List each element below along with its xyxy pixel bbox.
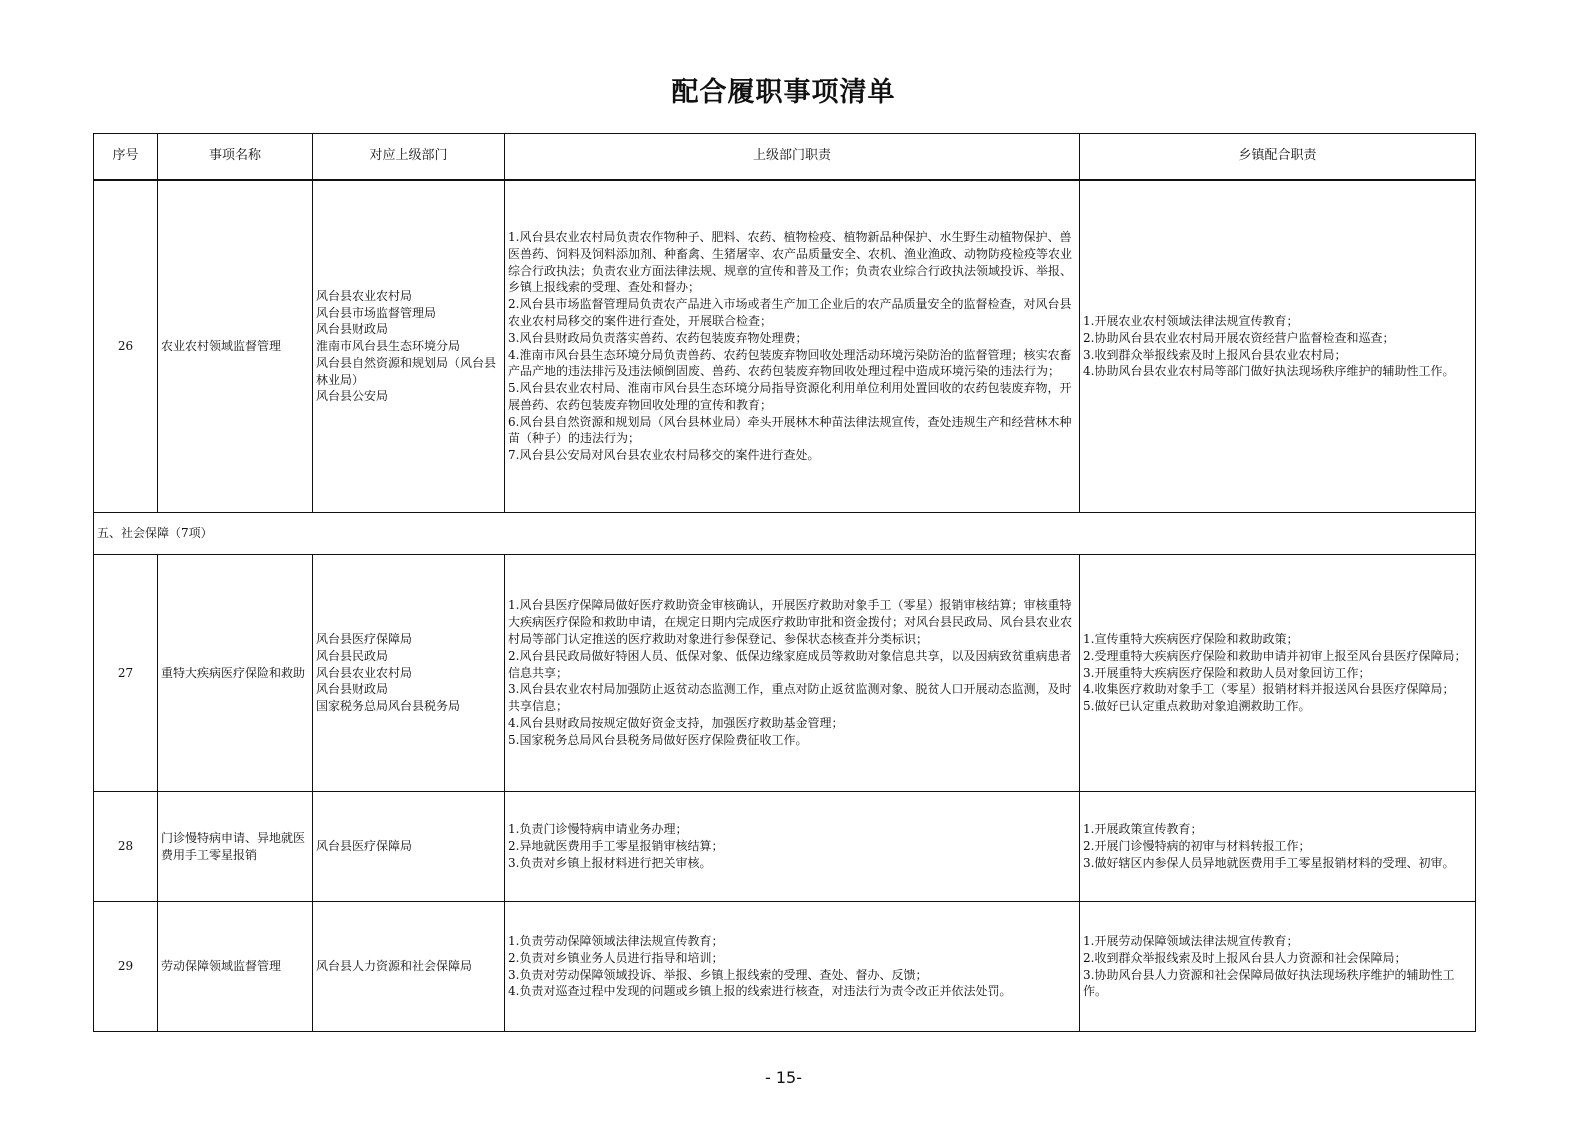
duty-item: 6.风台县自然资源和规划局（风台县林业局）牵头开展林木种苗法律法规宣传，查处违规生产和经营林木种苗（种子）的违法行为； [508, 414, 1072, 446]
duty-table [93, 133, 1476, 1032]
town-item: 1.开展农业农村领域法律法规宣传教育； [1083, 313, 1299, 328]
dept-item: 风台县财政局 [316, 322, 389, 337]
town-item: 2.开展门诊慢特病的初审与材料转报工作； [1083, 839, 1311, 854]
page-title: 配合履职事项清单 [671, 77, 896, 108]
duty-item: 4.风台县财政局按规定做好资金支持，加强医疗救助基金管理； [508, 715, 844, 730]
duty-item: 5.国家税务总局风台县税务局做好医疗保险费征收工作。 [508, 732, 808, 747]
town-duties [1080, 555, 1476, 792]
row-number: 26 [94, 180, 158, 513]
dept-item: 风台县财政局 [316, 682, 389, 697]
duty-item: 3.负责对乡镇上报材料进行把关审核。 [508, 855, 712, 870]
duty-item: 4.淮南市风台县生态环境分局负责兽药、农药包装废弃物回收处理活动环境污染防治的监督管理；核实农畜产品产地的违法排污及违法倾倒固废、兽药、农药包装废弃物回收处理过程中造成环境污染的违法行为； [508, 347, 1072, 379]
duty-item: 4.负责对巡查过程中发现的问题或乡镇上报的线索进行核查，对违法行为责令改正并依法处罚。 [508, 984, 1012, 999]
duty-item: 3.风台县农业农村局加强防止返贫动态监测工作，重点对防止返贫监测对象、脱贫人口开展动态监测，及时共享信息； [508, 682, 1072, 714]
dept-item: 风台县自然资源和规划局（风台县林业局） [316, 355, 497, 387]
duty-item: 2.负责对乡镇业务人员进行指导和培训； [508, 950, 724, 965]
dept-duties [505, 180, 1080, 513]
dept-duties [505, 792, 1080, 902]
header-dept-duties: 上级部门职责 [505, 134, 1080, 181]
header-dept: 对应上级部门 [313, 134, 505, 181]
table-header-row [94, 134, 1476, 181]
town-duties [1080, 180, 1476, 513]
town-item: 1.开展政策宣传教育； [1083, 822, 1203, 837]
dept-list [313, 180, 505, 513]
town-item: 2.协助风台县农业农村局开展农资经营户监督检查和巡查； [1083, 330, 1395, 345]
duty-item: 2.风台县民政局做好特困人员、低保对象、低保边缘家庭成员等救助对象信息共享，以及因病致贫重病患者信息共享； [508, 648, 1072, 680]
dept-item: 风台县农业农村局 [316, 288, 413, 303]
section-row [94, 513, 1476, 555]
item-name: 重特大疾病医疗保险和救助 [158, 555, 313, 792]
duty-item: 3.风台县财政局负责落实兽药、农药包装废弃物处理费； [508, 330, 808, 345]
table-row [94, 792, 1476, 902]
dept-list [313, 555, 505, 792]
town-item: 4.协助风台县农业农村局等部门做好执法现场秩序维护的辅助性工作。 [1083, 364, 1455, 379]
item-name: 农业农村领域监督管理 [158, 180, 313, 513]
item-name: 门诊慢特病申请、异地就医费用手工零星报销 [158, 792, 313, 902]
dept-list [313, 902, 505, 1032]
town-item: 3.协助风台县人力资源和社会保障局做好执法现场秩序维护的辅助性工作。 [1083, 967, 1455, 999]
duty-item: 3.负责对劳动保障领域投诉、举报、乡镇上报线索的受理、查处、督办、反馈； [508, 967, 928, 982]
duty-item: 1.负责门诊慢特病申请业务办理； [508, 822, 688, 837]
table-row [94, 555, 1476, 792]
dept-item: 风台县市场监督管理局 [316, 305, 437, 320]
row-number: 28 [94, 792, 158, 902]
header-item-name: 事项名称 [158, 134, 313, 181]
dept-item: 风台县民政局 [316, 648, 389, 663]
dept-item: 国家税务总局风台县税务局 [316, 699, 461, 714]
dept-item: 风台县人力资源和社会保障局 [316, 959, 473, 974]
row-number: 29 [94, 902, 158, 1032]
duty-item: 1.负责劳动保障领域法律法规宣传教育； [508, 933, 724, 948]
town-duties [1080, 792, 1476, 902]
duty-item: 5.风台县农业农村局、淮南市风台县生态环境分局指导资源化利用单位利用处置回收的农药包装废弃物，开展兽药、农药包装废弃物回收处理的宣传和教育； [508, 381, 1072, 412]
table-row [94, 902, 1476, 1032]
town-item: 4.收集医疗救助对象手工（零星）报销材料并报送风台县医疗保障局； [1083, 682, 1455, 697]
town-item: 5.做好已认定重点救助对象追溯救助工作。 [1083, 699, 1311, 714]
dept-duties [505, 555, 1080, 792]
town-item: 2.受理重特大疾病医疗保险和救助申请并初审上报至风台县医疗保障局； [1083, 648, 1467, 663]
dept-duties [505, 902, 1080, 1032]
dept-item: 淮南市风台县生态环境分局 [316, 339, 461, 354]
town-item: 3.收到群众举报线索及时上报风台县农业农村局； [1083, 347, 1347, 362]
dept-item: 风台县公安局 [316, 389, 389, 404]
table-row [94, 180, 1476, 513]
duty-item: 2.异地就医费用手工零星报销审核结算； [508, 839, 724, 854]
page-number: - 15- [765, 1068, 802, 1087]
dept-item: 风台县医疗保障局 [316, 839, 413, 854]
town-item: 2.收到群众举报线索及时上报风台县人力资源和社会保障局； [1083, 950, 1407, 965]
dept-item: 风台县农业农村局 [316, 665, 413, 680]
town-item: 3.做好辖区内参保人员异地就医费用手工零星报销材料的受理、初审。 [1083, 855, 1455, 870]
town-duties [1080, 902, 1476, 1032]
town-item: 1.宣传重特大疾病医疗保险和救助政策； [1083, 632, 1299, 646]
header-town-duties: 乡镇配合职责 [1080, 134, 1476, 181]
header-seq: 序号 [94, 134, 158, 181]
duty-item: 1.风台县医疗保障局做好医疗救助资金审核确认，开展医疗救助对象手工（零星）报销审核结算；审核重特大疾病医疗保险和救助申请，在规定日期内完成医疗救助审批和资金拨付；对风台县民政局、风台县农业农村局等部门认定推送的医疗救助对象进行参保登记、参保状态核查并分类标识； [508, 598, 1073, 646]
duty-item: 1.风台县农业农村局负责农作物种子、肥料、农药、植物检疫、植物新品种保护、水生野生动植物保护、兽医兽药、饲料及饲料添加剂、种畜禽、生猪屠宰、农产品质量安全、农机、渔业渔政、动物防疫检疫等农业综合行政执法；负责农业方面法律法规、规章的宣传和普及工作；负责农业综合行政执法领域投诉、举报、乡镇上报线索的受理、查处和督办； [508, 229, 1073, 295]
duty-item: 7.风台县公安局对风台县农业农村局移交的案件进行查处。 [508, 448, 820, 463]
section-label: 五、社会保障（7项） [94, 513, 1476, 555]
duty-item: 2.风台县市场监督管理局负责农产品进入市场或者生产加工企业后的农产品质量安全的监督检查，对风台县农业农村局移交的案件进行查处，开展联合检查； [508, 297, 1072, 328]
row-number: 27 [94, 555, 158, 792]
town-item: 3.开展重特大疾病医疗保险和救助人员对象回访工作； [1083, 665, 1371, 680]
dept-item: 风台县医疗保障局 [316, 632, 413, 646]
dept-list [313, 792, 505, 902]
item-name: 劳动保障领域监督管理 [158, 902, 313, 1032]
town-item: 1.开展劳动保障领域法律法规宣传教育； [1083, 933, 1299, 948]
